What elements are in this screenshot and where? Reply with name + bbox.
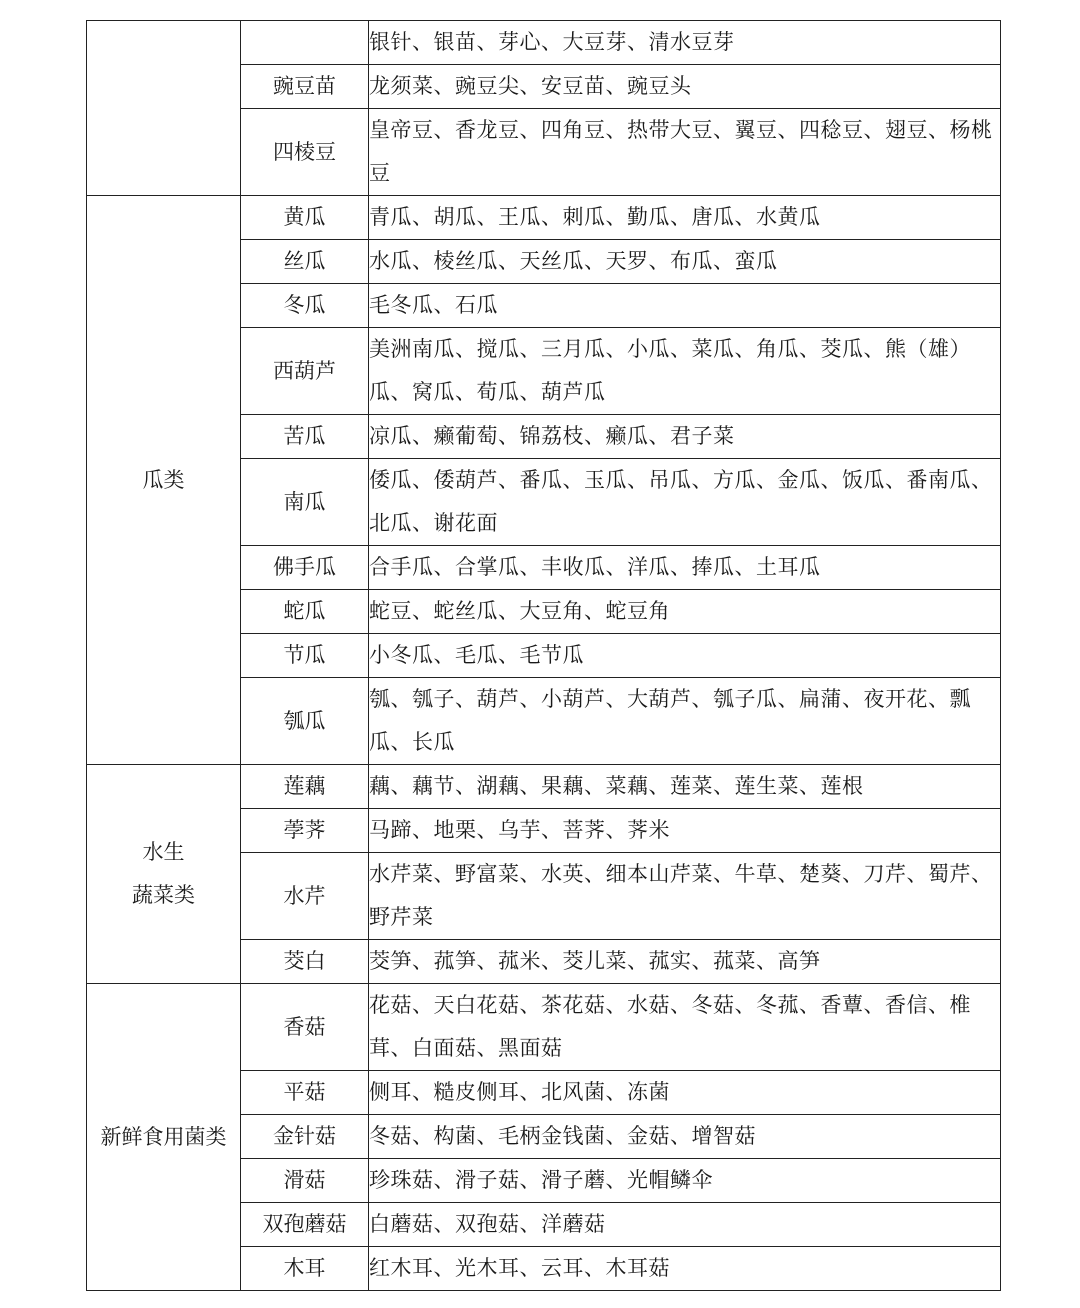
vegetable-aliases: 毛冬瓜、石瓜 — [369, 284, 1001, 328]
vegetable-alias-table — [86, 20, 1001, 1291]
vegetable-name: 水芹 — [241, 853, 369, 940]
category-label: 水生 — [142, 840, 185, 864]
vegetable-name: 黄瓜 — [241, 196, 369, 240]
vegetable-name: 莲藕 — [241, 765, 369, 809]
vegetable-aliases: 银针、银苗、芽心、大豆芽、清水豆芽 — [369, 21, 1001, 65]
vegetable-name: 冬瓜 — [241, 284, 369, 328]
category-cell — [87, 765, 241, 984]
vegetable-aliases: 茭笋、菰笋、菰米、茭儿菜、菰实、菰菜、高笋 — [369, 940, 1001, 984]
table-row — [87, 196, 1001, 240]
vegetable-name — [241, 21, 369, 65]
vegetable-name: 丝瓜 — [241, 240, 369, 284]
vegetable-name: 茭白 — [241, 940, 369, 984]
category-label: 新鲜食用菌类 — [100, 1124, 227, 1149]
vegetable-name: 西葫芦 — [241, 328, 369, 415]
vegetable-aliases: 皇帝豆、香龙豆、四角豆、热带大豆、翼豆、四稔豆、翅豆、杨桃豆 — [369, 109, 1001, 196]
vegetable-aliases: 红木耳、光木耳、云耳、木耳菇 — [369, 1247, 1001, 1291]
vegetable-name: 金针菇 — [241, 1115, 369, 1159]
vegetable-aliases: 花菇、天白花菇、茶花菇、水菇、冬菇、冬菰、香蕈、香信、椎茸、白面菇、黑面菇 — [369, 984, 1001, 1071]
vegetable-aliases: 合手瓜、合掌瓜、丰收瓜、洋瓜、捧瓜、土耳瓜 — [369, 546, 1001, 590]
vegetable-aliases: 蛇豆、蛇丝瓜、大豆角、蛇豆角 — [369, 590, 1001, 634]
vegetable-aliases: 白蘑菇、双孢菇、洋蘑菇 — [369, 1203, 1001, 1247]
vegetable-name: 香菇 — [241, 984, 369, 1071]
category-cell — [87, 984, 241, 1291]
vegetable-name: 蛇瓜 — [241, 590, 369, 634]
vegetable-aliases: 藕、藕节、湖藕、果藕、菜藕、莲菜、莲生菜、莲根 — [369, 765, 1001, 809]
vegetable-aliases: 瓠、瓠子、葫芦、小葫芦、大葫芦、瓠子瓜、扁蒲、夜开花、瓢瓜、长瓜 — [369, 678, 1001, 765]
vegetable-aliases: 倭瓜、倭葫芦、番瓜、玉瓜、吊瓜、方瓜、金瓜、饭瓜、番南瓜、北瓜、谢花面 — [369, 459, 1001, 546]
vegetable-name: 节瓜 — [241, 634, 369, 678]
vegetable-name: 滑菇 — [241, 1159, 369, 1203]
vegetable-name: 苦瓜 — [241, 415, 369, 459]
category-label: 蔬菜类 — [132, 883, 195, 907]
vegetable-aliases: 美洲南瓜、搅瓜、三月瓜、小瓜、菜瓜、角瓜、茭瓜、熊（雄）瓜、窝瓜、荀瓜、葫芦瓜 — [369, 328, 1001, 415]
vegetable-aliases: 龙须菜、豌豆尖、安豆苗、豌豆头 — [369, 65, 1001, 109]
vegetable-aliases: 侧耳、糙皮侧耳、北风菌、冻菌 — [369, 1071, 1001, 1115]
vegetable-aliases: 小冬瓜、毛瓜、毛节瓜 — [369, 634, 1001, 678]
vegetable-name: 双孢蘑菇 — [241, 1203, 369, 1247]
category-cell — [87, 21, 241, 196]
vegetable-name: 木耳 — [241, 1247, 369, 1291]
vegetable-aliases: 凉瓜、癞葡萄、锦荔枝、癞瓜、君子菜 — [369, 415, 1001, 459]
table-row — [87, 21, 1001, 65]
table-row — [87, 765, 1001, 809]
vegetable-name: 平菇 — [241, 1071, 369, 1115]
vegetable-aliases: 珍珠菇、滑子菇、滑子蘑、光帽鳞伞 — [369, 1159, 1001, 1203]
vegetable-name: 四棱豆 — [241, 109, 369, 196]
vegetable-aliases: 马蹄、地栗、乌芋、菩荠、荠米 — [369, 809, 1001, 853]
vegetable-aliases: 水瓜、棱丝瓜、天丝瓜、天罗、布瓜、蛮瓜 — [369, 240, 1001, 284]
table-row — [87, 984, 1001, 1071]
vegetable-aliases: 水芹菜、野富菜、水英、细本山芹菜、牛草、楚葵、刀芹、蜀芹、野芹菜 — [369, 853, 1001, 940]
vegetable-aliases: 冬菇、构菌、毛柄金钱菌、金菇、增智菇 — [369, 1115, 1001, 1159]
table-body — [87, 21, 1001, 1291]
category-cell — [87, 196, 241, 765]
vegetable-name: 荸荠 — [241, 809, 369, 853]
vegetable-aliases: 青瓜、胡瓜、王瓜、刺瓜、勤瓜、唐瓜、水黄瓜 — [369, 196, 1001, 240]
vegetable-name: 瓠瓜 — [241, 678, 369, 765]
category-label: 瓜类 — [142, 467, 185, 492]
vegetable-name: 南瓜 — [241, 459, 369, 546]
vegetable-name: 豌豆苗 — [241, 65, 369, 109]
vegetable-name: 佛手瓜 — [241, 546, 369, 590]
